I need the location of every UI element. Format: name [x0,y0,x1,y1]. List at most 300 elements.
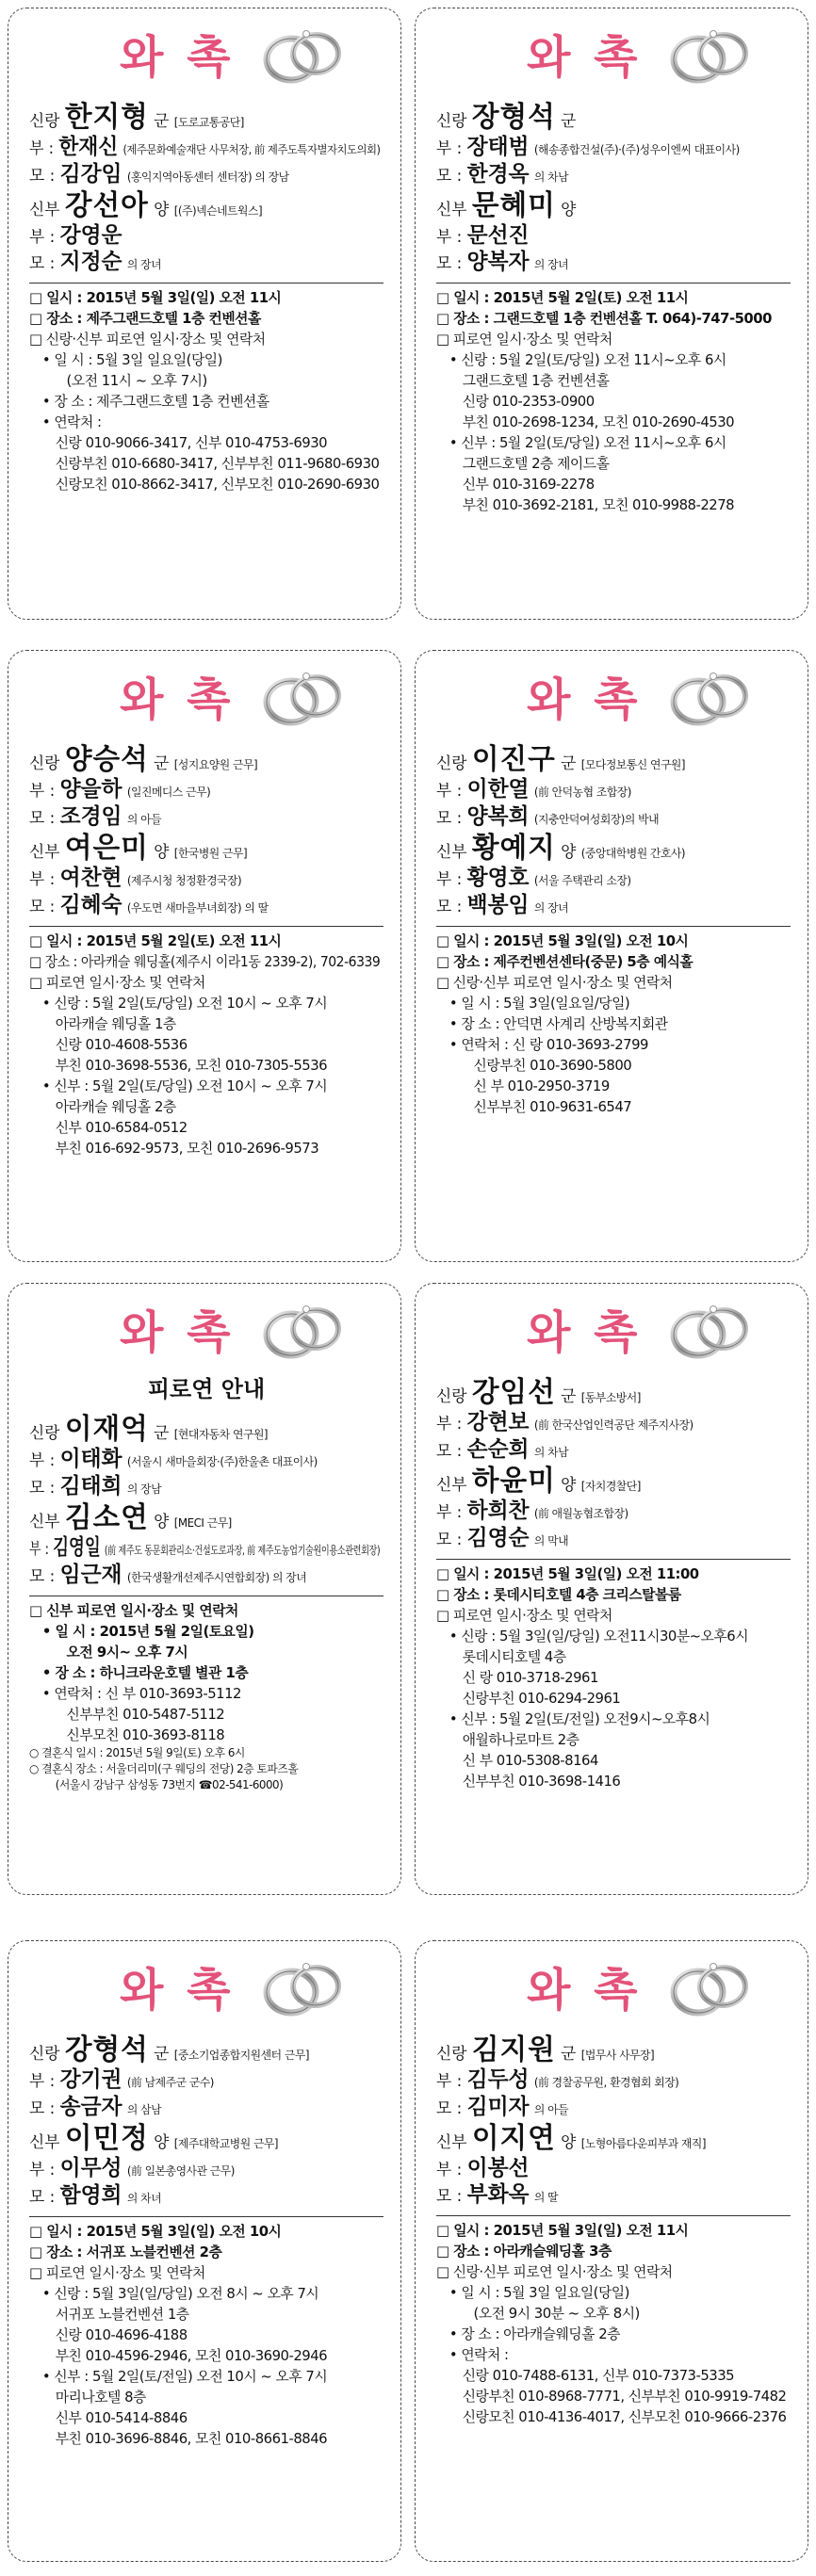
parent-name-line [436,223,787,250]
name-suffix: 양 [561,843,577,862]
parent-name-line [29,223,380,250]
event-detail-line: 아라캐슬 웨딩홀 1층 [55,1015,176,1032]
section-divider [29,2216,384,2217]
parent-name-line [436,2095,787,2122]
affiliation: [도로교통공단] [173,116,244,129]
name-suffix: 군 [561,2045,577,2064]
event-detail-line: 그랜드호텔 1층 컨벤션홀 [462,372,610,389]
person-name: 조경임 [59,804,122,829]
event-detail-line: • 일 시 : 2015년 5월 2일(토요일) [41,1623,254,1640]
person-name: 한재신 [58,135,119,159]
parent-name-line [436,250,787,277]
event-detail-line: • 연락처 : 신 랑 010-3693-2799 [449,1036,648,1053]
name-suffix: 군 [561,1387,577,1406]
name-suffix: 군 [561,112,577,131]
name-role-label: 모 : [29,809,56,828]
parent-name-line [436,2067,787,2095]
person-name: 장태범 [466,135,530,159]
name-role-label: 부 : [29,2161,56,2179]
affiliation: (前 경찰공무원, 환경협회 회장) [533,2076,679,2089]
event-detail-line: 신랑 010-2353-0900 [462,393,595,410]
wedding-rings-icon [661,668,759,728]
parent-name-line [29,777,380,804]
person-name: 한지형 [64,101,149,134]
event-detail-line: □ 신부 피로연 일시·장소 및 연락처 [29,1602,238,1619]
person-name: 하희찬 [466,1499,530,1523]
couple-name-line [29,2033,380,2067]
parent-name-line [436,162,787,189]
person-name: 하윤미 [471,1465,556,1498]
name-role-label: 모 : [436,254,463,273]
person-name: 김미자 [466,2095,530,2119]
affiliation: (前 일본총영사관 근무) [126,2164,235,2178]
wedding-rings-icon [253,1301,351,1361]
name-role-label: 부 : [29,782,56,801]
announcement-card-1 [8,8,401,620]
affiliation: 의 차남 [533,1446,569,1459]
event-detail-line: □ 장소 : 아라캐슬 웨딩홀(제주시 이라1동 2339-2), 702-6339 [29,953,381,970]
event-detail-line: • 일 시 : 5월 3일 일요일(당일) [449,2284,629,2301]
couple-name-line [436,743,787,777]
event-detail-line: • 신부 : 5월 2일(토/전일) 오전9시~오후8시 [449,1710,710,1727]
affiliation: (우도면 새마을부녀회장) 의 딸 [126,901,269,915]
affiliation: [동부소방서] [580,1391,641,1404]
event-detail-line: • 장 소 : 제주그랜드호텔 1층 컨벤션홀 [41,393,269,410]
affiliation: [현대자동차 연구원] [173,1428,269,1441]
person-name: 문혜미 [471,189,556,222]
affiliation: [자치경찰단] [580,1480,641,1493]
name-role-label: 부 : [29,2072,56,2091]
affiliation: (서울시 새마을회장·(주)한울촌 대표이사) [126,1455,318,1468]
name-role-label: 부 : [29,870,56,889]
name-role-label: 부 : [29,1451,56,1470]
parent-name-line [29,1447,380,1474]
event-detail-line: 서귀포 노블컨벤션 1층 [55,2306,189,2323]
affiliation: (제주문화예술재단 사무처장, 前 제주도특자별자치도의회) [122,143,381,156]
person-name: 강선아 [64,189,149,222]
event-detail-line: 신부부친 010-5487-5112 [66,1706,225,1723]
couple-name-line [29,832,380,866]
person-name: 김혜숙 [59,893,122,917]
parent-name-line [436,866,787,893]
parent-name-line [436,2156,787,2182]
person-name: 부화옥 [466,2182,530,2207]
event-detail-line: • 신부 : 5월 2일(토/당일) 오전 10시 ~ 오후 7시 [41,1077,328,1094]
card-title: 와 촉 [527,673,642,726]
affiliation: 의 삼남 [126,2103,162,2116]
name-role-label: 부 : [436,870,463,889]
couple-name-line [436,101,787,135]
event-detail-line: □ 일시 : 2015년 5월 3일(일) 오전 11시 [29,289,282,306]
event-detail-line: □ 일시 : 2015년 5월 2일(토) 오전 11시 [29,932,282,949]
name-suffix: 군 [154,112,170,131]
person-name: 이무성 [59,2156,122,2180]
event-detail-line: ○ 결혼식 장소 : 서울더리미(구 웨딩의 전당) 2층 토파즈홀 [29,1762,299,1775]
event-detail-line: 신부 010-6584-0512 [55,1119,188,1136]
affiliation: (중앙대학병원 간호사) [580,847,686,860]
announcement-card-7 [8,1940,401,2562]
event-detail-line: • 신랑 : 5월 3일(일/당일) 오전11시30분~오후6시 [449,1628,749,1644]
person-name: 양복자 [466,250,530,274]
event-detail-line: • 연락처 : [41,413,102,430]
couple-name-line [29,1501,380,1535]
person-name: 김강임 [59,162,122,186]
parent-name-line [29,2183,380,2211]
name-suffix: 양 [154,843,170,862]
name-role-label: 모 : [436,1531,463,1549]
name-role-label: 모 : [436,167,463,186]
name-role-label: 부 : [436,139,463,158]
announcement-card-2 [415,8,808,620]
person-name: 이지연 [471,2122,556,2155]
announcement-card-4 [415,650,808,1262]
name-role-label: 모 : [29,2188,56,2207]
wedding-rings-icon [253,1958,351,2018]
person-name: 문선진 [466,223,530,248]
card-title: 와 촉 [120,1306,235,1359]
name-role-label: 부 : [436,2072,463,2091]
event-detail-line: 신랑 010-7488-6131, 신부 010-7373-5335 [462,2367,735,2384]
event-detail-line: □ 일시 : 2015년 5월 3일(일) 오전 10시 [29,2223,282,2240]
name-role-label: 부 : [436,228,463,247]
affiliation: [성지요양원 근무] [173,758,258,771]
card-title: 와 촉 [527,1306,642,1359]
name-role-label: 신랑 [436,2045,467,2064]
event-detail-line: □ 일시 : 2015년 5월 3일(일) 오전 10시 [436,932,689,949]
event-detail-line: 신랑 010-9066-3417, 신부 010-4753-6930 [55,434,328,451]
event-detail-line: 신 부 010-5308-8164 [462,1752,598,1769]
affiliation: 의 막내 [533,1534,569,1547]
event-detail-line: □ 장소 : 롯데시티호텔 4층 크리스탈볼룸 [436,1586,681,1603]
card-header [29,25,384,101]
name-role-label: 모 : [436,898,463,916]
event-detail-line: 부친 010-3692-2181, 모친 010-9988-2278 [462,496,735,513]
name-role-label: 신부 [29,201,60,219]
parent-name-line [29,2156,380,2183]
name-suffix: 군 [154,2045,170,2064]
event-detail-line: ○ 결혼식 일시 : 2015년 5월 9일(토) 오후 6시 [29,1746,245,1759]
event-detail-line: • 신부 : 5월 2일(토/당일) 오전 11시~오후 6시 [449,434,726,451]
affiliation: (前 남제주군 군수) [126,2076,214,2089]
card-header [29,1958,384,2033]
person-name: 장형석 [471,101,556,134]
person-name: 양복희 [466,804,530,829]
affiliation: (前 한국산업인력공단 제주지사장) [533,1418,694,1432]
wedding-rings-icon [661,25,759,86]
event-detail-line: • 일 시 : 5월 3일 일요일(당일) [41,351,222,368]
name-suffix: 양 [561,201,577,219]
event-detail-line: • 연락처 : [449,2346,509,2363]
event-detail-line: 신 부 010-2950-3719 [473,1077,610,1094]
person-name: 김소연 [64,1501,149,1534]
event-detail-line: 신랑 010-4608-5536 [55,1036,188,1053]
name-role-label: 모 : [29,254,56,273]
couple-name-line [29,743,380,777]
name-suffix: 군 [561,754,577,773]
event-detail-line: □ 일시 : 2015년 5월 3일(일) 오전 11:00 [436,1565,699,1582]
event-detail-line: □ 피로연 일시·장소 및 연락처 [29,2264,205,2281]
event-detail-line: 신랑부친 010-3690-5800 [473,1057,632,1074]
couple-name-line [436,2122,787,2156]
event-detail-line: (오전 11시 ~ 오후 7시) [66,372,207,389]
affiliation: (前 제주도 동문회관리소·건설도로과장, 前 제주도농업기술원이용소관련회장) [104,1544,381,1557]
name-role-label: 신부 [29,843,60,862]
event-detail-line: 신랑부친 010-8968-7771, 신부부친 010-9919-7482 [462,2388,787,2405]
name-suffix: 양 [154,2133,170,2152]
event-detail-line: 오전 9시~ 오후 7시 [66,1644,188,1661]
name-role-label: 부 : [436,2161,463,2179]
affiliation: [중소기업종합지원센터 근무] [173,2049,309,2062]
person-name: 김영순 [466,1526,530,1550]
event-detail-line: 부친 010-4596-2946, 모친 010-3690-2946 [55,2347,328,2364]
event-detail-line: 신랑모친 010-8662-3417, 신부모친 010-2690-6930 [55,476,380,493]
event-detail-line: • 일 시 : 5월 3일(일요일/당일) [449,995,630,1012]
couple-name-line [436,2033,787,2067]
couple-name-line [29,1413,380,1447]
name-role-label: 부 : [29,139,55,158]
name-role-label: 신부 [29,2133,60,2152]
parent-name-line [29,250,380,277]
name-suffix: 군 [154,1424,170,1443]
event-detail-line: 애월하나로마트 2층 [462,1731,579,1748]
parent-name-line [29,162,380,189]
event-detail-line: 마리나호텔 8층 [55,2389,146,2406]
name-role-label: 모 : [436,809,463,828]
affiliation: [(주)넥슨네트웍스] [173,204,263,218]
couple-name-line [29,189,380,223]
event-detail-line: • 연락처 : 신 부 010-3693-5112 [41,1685,241,1702]
event-detail-line: 신부 010-3169-2278 [462,476,595,493]
event-detail-line: • 장 소 : 아라캐슬웨딩홀 2층 [449,2325,621,2342]
person-name: 손순희 [466,1437,530,1462]
affiliation: (지충안덕여성회장)의 박내 [533,813,660,826]
announcement-card-5 [8,1283,401,1895]
affiliation: 의 장녀 [533,901,569,915]
affiliation: 의 차남 [533,170,569,184]
event-detail-line: • 신부 : 5월 2일(토/전일) 오전 10시 ~ 오후 7시 [41,2368,328,2385]
name-role-label: 신랑 [29,1424,60,1443]
affiliation: [MECI 근무] [173,1516,232,1530]
card-title: 와 촉 [120,31,235,84]
card-subtitle: 피로연 안내 [147,1376,266,1402]
parent-name-line [436,2182,787,2210]
event-detail-line: □ 일시 : 2015년 5월 2일(토) 오전 11시 [436,289,689,306]
affiliation: (해송종합건설(주)·(주)성우이엔씨 대표이사) [533,143,740,156]
name-role-label: 모 : [436,2099,463,2118]
name-role-label: 신랑 [436,1387,467,1406]
event-detail-line: 그랜드호텔 2층 제이드홀 [462,455,610,472]
name-role-label: 부 : [29,1540,49,1559]
person-name: 이진구 [471,743,556,776]
card-header [29,668,384,743]
event-detail-line: □ 신랑·신부 피로연 일시·장소 및 연락처 [29,331,266,348]
event-detail-line: 신랑 010-4696-4188 [55,2326,188,2343]
name-role-label: 모 : [436,2187,463,2206]
event-detail-line: (서울시 강남구 삼성동 73번지 ☎02-541-6000) [55,1778,284,1791]
announcement-card-8 [415,1940,808,2562]
parent-name-line [29,135,381,162]
person-name: 강영운 [59,223,122,248]
name-role-label: 모 : [29,898,56,916]
name-role-label: 부 : [436,782,463,801]
parent-name-line [436,893,787,920]
affiliation: 의 장녀 [533,258,569,271]
name-role-label: 신부 [29,1513,60,1531]
event-detail-line: 아라캐슬 웨딩홀 2층 [55,1098,176,1115]
name-role-label: 모 : [29,167,56,186]
wedding-rings-icon [661,1301,759,1361]
wedding-rings-icon [253,25,351,86]
name-role-label: 모 : [436,1442,463,1461]
person-name: 김영일 [53,1535,101,1560]
name-role-label: 신랑 [29,112,60,131]
card-title: 와 촉 [120,1964,235,2017]
person-name: 함영희 [59,2183,122,2208]
card-header [436,25,791,101]
event-detail-line: • 신랑 : 5월 3일(일/당일) 오전 8시 ~ 오후 7시 [41,2285,319,2302]
affiliation: (서울 주택관리 소장) [533,874,631,887]
person-name: 황예지 [471,832,556,865]
card-title: 와 촉 [527,1964,642,2017]
event-detail-line: 부친 010-3698-5536, 모친 010-7305-5536 [55,1057,328,1074]
person-name: 이재억 [64,1413,149,1446]
event-detail-line: □ 피로연 일시·장소 및 연락처 [436,331,612,348]
event-detail-line: □ 일시 : 2015년 5월 3일(일) 오전 11시 [436,2222,689,2239]
card-title: 와 촉 [527,31,642,84]
person-name: 백봉임 [466,893,530,917]
parent-name-line [29,893,380,920]
event-detail-line: 신부모친 010-3693-8118 [66,1726,225,1743]
announcement-card-3 [8,650,401,1262]
event-detail-line: □ 장소 : 아라캐슬웨딩홀 3층 [436,2243,612,2260]
name-role-label: 신부 [436,1476,467,1495]
parent-name-line [29,2095,380,2122]
event-detail-line: □ 장소 : 제주그랜드호텔 1층 컨벤션홀 [29,310,261,327]
couple-name-line [436,189,787,223]
person-name: 김두성 [466,2067,530,2092]
person-name: 한경옥 [466,162,530,186]
affiliation: 의 딸 [533,2191,559,2204]
person-name: 여은미 [64,832,149,865]
parent-name-line [29,866,380,893]
card-header [436,1958,791,2033]
affiliation: (홍익지역아동센터 센터장) 의 장남 [126,170,289,184]
event-detail-line: 롯데시티호텔 4층 [462,1648,566,1665]
person-name: 여찬현 [59,866,122,890]
affiliation: 의 아들 [126,813,162,826]
name-role-label: 신랑 [436,112,467,131]
parent-name-line [29,1563,380,1590]
person-name: 이한열 [466,777,530,802]
name-role-label: 모 : [29,1479,56,1498]
section-divider [29,926,384,927]
affiliation: (한국생활개선제주시연합회장) 의 장녀 [126,1571,307,1584]
name-suffix: 양 [154,201,170,219]
event-detail-line: • 장 소 : 하니크라운호텔 별관 1층 [41,1664,249,1681]
name-role-label: 신랑 [29,2045,60,2064]
event-detail-line: □ 장소 : 서귀포 노블컨벤션 2층 [29,2244,222,2260]
section-divider [436,283,791,284]
name-suffix: 양 [154,1513,170,1531]
event-detail-line: □ 피로연 일시·장소 및 연락처 [436,1607,612,1624]
name-suffix: 군 [154,754,170,773]
affiliation: [법무사 사무장] [580,2049,655,2062]
name-role-label: 부 : [436,1503,463,1522]
person-name: 강기권 [59,2067,122,2092]
couple-name-line [436,1465,787,1499]
card-header [436,1301,791,1376]
card-header [29,1301,384,1376]
couple-name-line [436,1376,787,1410]
person-name: 양승석 [64,743,149,776]
person-name: 김지원 [471,2033,556,2066]
parent-name-line [436,135,787,162]
event-detail-line: 신부 010-5414-8846 [55,2409,188,2426]
parent-name-line [29,1535,381,1563]
event-detail-line: 신랑모친 010-4136-4017, 신부모친 010-9666-2376 [462,2408,787,2425]
affiliation: 의 장녀 [126,258,162,271]
event-detail-line: 부친 010-2698-1234, 모친 010-2690-4530 [462,413,735,430]
section-divider [29,283,384,284]
person-name: 임근재 [59,1563,122,1587]
name-role-label: 신부 [436,843,467,862]
affiliation: [모다정보통신 연구원] [580,758,686,771]
name-role-label: 신랑 [436,754,467,773]
parent-name-line [436,1526,787,1553]
event-detail-line: □ 신랑·신부 피로연 일시·장소 및 연락처 [436,974,673,991]
name-role-label: 모 : [29,2099,56,2118]
name-suffix: 양 [561,1476,577,1495]
event-detail-line: □ 장소 : 제주컨벤션센타(중문) 5층 예식홀 [436,953,694,970]
parent-name-line [436,1499,787,1526]
parent-name-line [436,804,787,832]
person-name: 양을하 [59,777,122,802]
name-role-label: 모 : [29,1567,56,1586]
parent-name-line [436,1410,787,1437]
couple-name-line [436,832,787,866]
event-detail-line: □ 피로연 일시·장소 및 연락처 [29,974,205,991]
person-name: 김태희 [59,1474,122,1499]
event-detail-line: 부친 016-692-9573, 모친 010-2696-9573 [55,1140,319,1157]
event-detail-line: □ 장소 : 그랜드호텔 1층 컨벤션홀 T. 064)-747-5000 [436,310,772,327]
parent-name-line [29,2067,380,2095]
affiliation: 의 아들 [533,2103,569,2116]
event-detail-line: 신랑부친 010-6294-2961 [462,1690,621,1707]
affiliation: [제주대학교병원 근무] [173,2137,279,2150]
parent-name-line [436,1437,787,1465]
affiliation: (前 안덕농협 조합장) [533,786,631,799]
affiliation: 의 장남 [126,1482,162,1496]
name-role-label: 신부 [436,201,467,219]
name-role-label: 신랑 [29,754,60,773]
couple-name-line [29,101,380,135]
event-detail-line: 신부부친 010-9631-6547 [473,1098,632,1115]
name-role-label: 부 : [29,228,56,247]
parent-name-line [29,804,380,832]
wedding-rings-icon [253,668,351,728]
event-detail-line: • 장 소 : 안덕면 사계리 산방복지회관 [449,1015,668,1032]
person-name: 이태화 [59,1447,122,1471]
person-name: 송금자 [59,2095,122,2119]
person-name: 황영호 [466,866,530,890]
name-role-label: 부 : [436,1415,463,1434]
section-divider [436,926,791,927]
person-name: 강형석 [64,2033,149,2066]
affiliation: (제주시청 청정환경국장) [126,874,242,887]
event-detail-line: • 신랑 : 5월 2일(토/당일) 오전 10시 ~ 오후 7시 [41,995,328,1012]
affiliation: (前 애월농협조합장) [533,1507,628,1520]
affiliation: 의 차녀 [126,2192,162,2205]
